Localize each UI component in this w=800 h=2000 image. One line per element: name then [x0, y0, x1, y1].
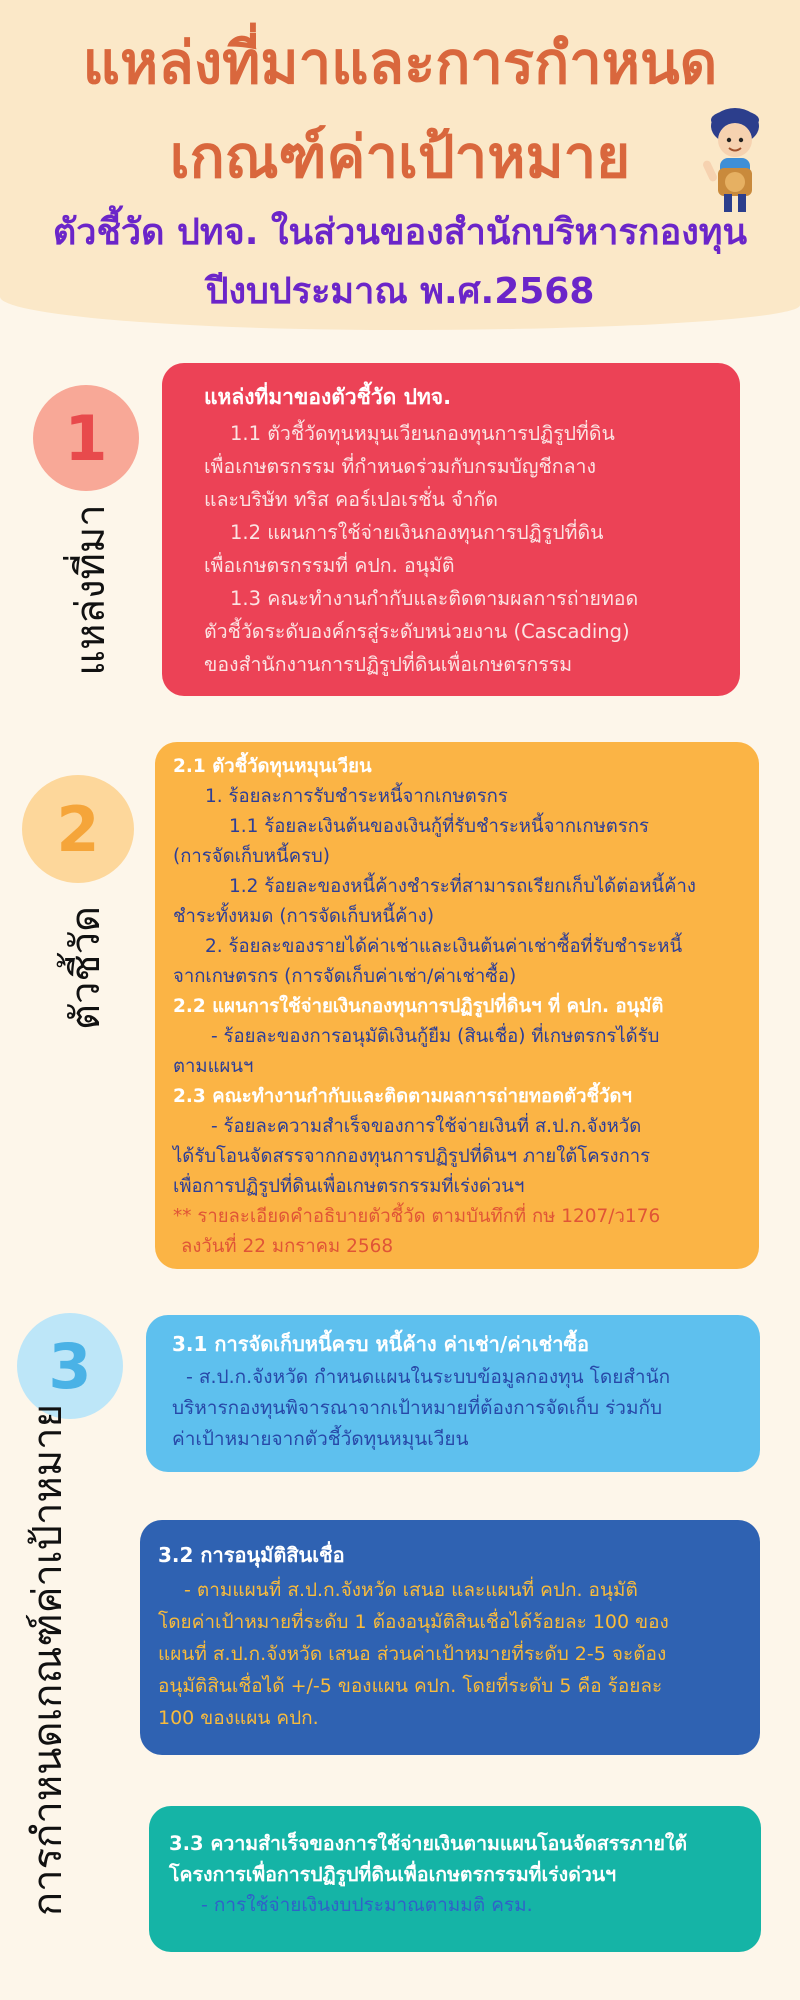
section-3-number-badge: 3 — [17, 1313, 123, 1419]
indicator-2-1-item-2-line-1: 2. ร้อยละของรายได้ค่าเช่าและเงินต้นค่าเช่าซื้อที่รับชำระหนี้ — [205, 936, 683, 957]
target-spending-card — [149, 1806, 761, 1952]
mascot-illustration — [700, 98, 770, 216]
indicator-2-3-heading: 2.3 คณะทำงานกำกับและติดตามผลการถ่ายทอดตัวชี้วัดฯ — [173, 1086, 632, 1107]
target-credit-card — [140, 1520, 760, 1755]
target-3-3-heading-line-1: 3.3 ความสำเร็จของการใช้จ่ายเงินตามแผนโอนจัดสรรภายใต้ — [169, 1832, 688, 1855]
target-3-1-line-2: บริหารกองทุนพิจารณาจากเป้าหมายที่ต้องการจัดเก็บ ร่วมกับ — [172, 1397, 663, 1419]
target-3-1-line-1: - ส.ป.ก.จังหวัด กำหนดแผนในระบบข้อมูลกองทุน โดยสำนัก — [186, 1366, 671, 1388]
indicator-2-3-line-1: - ร้อยละความสำเร็จของการใช้จ่ายเงินที่ ส.ป.ก.จังหวัด — [211, 1116, 642, 1137]
source-card-heading: แหล่งที่มาของตัวชี้วัด ปทจ. — [204, 385, 452, 409]
target-3-1-heading: 3.1 การจัดเก็บหนี้ครบ หนี้ค้าง ค่าเช่า/ค่าเช่าซื้อ — [172, 1332, 590, 1356]
indicator-note-line-2: ลงวันที่ 22 มกราคม 2568 — [181, 1236, 394, 1257]
indicator-2-2-line-2: ตามแผนฯ — [173, 1056, 254, 1077]
source-item-2-line-1: 1.2 แผนการใช้จ่ายเงินกองทุนการปฏิรูปที่ดิน — [230, 521, 604, 544]
section-1-vertical-label: แหล่งที่มา — [68, 504, 114, 676]
section-3-vertical-label: การกำหนดเกณฑ์ค่าเป้าหมาย — [25, 1403, 71, 1917]
page-subtitle-line-2: ปีงบประมาณ พ.ศ.2568 — [205, 271, 595, 312]
indicator-2-1-heading: 2.1 ตัวชี้วัดทุนหมุนเวียน — [173, 756, 372, 777]
target-3-2-line-5: 100 ของแผน คปก. — [158, 1707, 319, 1729]
target-3-1-line-3: ค่าเป้าหมายจากตัวชี้วัดทุนหมุนเวียน — [172, 1428, 469, 1450]
indicator-2-3-line-2: ได้รับโอนจัดสรรจากกองทุนการปฏิรูปที่ดินฯ ภายใต้โครงการ — [173, 1146, 651, 1167]
target-3-2-heading: 3.2 การอนุมัติสินเชื่อ — [158, 1543, 345, 1567]
target-collection-card — [146, 1315, 760, 1472]
target-3-2-line-2: โดยค่าเป้าหมายที่ระดับ 1 ต้องอนุมัติสินเชื่อได้ร้อยละ 100 ของ — [158, 1611, 669, 1633]
page-subtitle-line-1: ตัวชี้วัด ปทจ. ในส่วนของสำนักบริหารกองทุน — [52, 212, 748, 253]
page-title-line-1: แหล่งที่มาและการกำหนด — [82, 29, 718, 97]
indicator-2-1-item-2-line-2: จากเกษตรกร (การจัดเก็บค่าเช่า/ค่าเช่าซื้อ) — [173, 966, 517, 987]
indicator-2-1-item-1-1-line-2: (การจัดเก็บหนี้ครบ) — [173, 846, 330, 867]
page-title-line-2: เกณฑ์ค่าเป้าหมาย — [169, 123, 631, 191]
source-item-1-line-2: เพื่อเกษตรกรรม ที่กำหนดร่วมกับกรมบัญชีกลาง — [204, 455, 597, 478]
source-item-3-line-1: 1.3 คณะทำงานกำกับและติดตามผลการถ่ายทอด — [230, 587, 639, 610]
target-3-3-heading-line-2: โครงการเพื่อการปฏิรูปที่ดินเพื่อเกษตรกรรมที่เร่งด่วนฯ — [169, 1863, 617, 1886]
indicator-2-1-item-1-1-line-1: 1.1 ร้อยละเงินต้นของเงินกู้ที่รับชำระหนี้จากเกษตรกร — [229, 816, 649, 837]
target-3-2-line-3: แผนที่ ส.ป.ก.จังหวัด เสนอ ส่วนค่าเป้าหมายที่ระดับ 2-5 จะต้อง — [158, 1643, 667, 1665]
indicator-2-2-line-1: - ร้อยละของการอนุมัติเงินกู้ยืม (สินเชื่อ) ที่เกษตรกรได้รับ — [211, 1026, 660, 1047]
source-item-3-line-3: ของสำนักงานการปฏิรูปที่ดินเพื่อเกษตรกรรม — [204, 653, 573, 676]
section-2-number-badge: 2 — [22, 775, 134, 883]
indicator-2-1-item-1: 1. ร้อยละการรับชำระหนี้จากเกษตรกร — [205, 786, 508, 807]
target-3-3-line-1: - การใช้จ่ายเงินงบประมาณตามมติ ครม. — [201, 1894, 533, 1916]
indicator-2-2-heading: 2.2 แผนการใช้จ่ายเงินกองทุนการปฏิรูปที่ดินฯ ที่ คปก. อนุมัติ — [173, 996, 664, 1017]
target-3-2-line-4: อนุมัติสินเชื่อได้ +/-5 ของแผน คปก. โดยที่ระดับ 5 คือ ร้อยละ — [158, 1675, 663, 1697]
source-item-1-line-3: และบริษัท ทริส คอร์เปอเรชั่น จำกัด — [204, 488, 498, 511]
source-item-3-line-2: ตัวชี้วัดระดับองค์กรสู่ระดับหน่วยงาน (Cascading) — [204, 620, 630, 643]
indicator-2-3-line-3: เพื่อการปฏิรูปที่ดินเพื่อเกษตรกรรมที่เร่งด่วนฯ — [173, 1176, 525, 1197]
indicator-note-line-1: ** รายละเอียดคำอธิบายตัวชี้วัด ตามบันทึกที่ กษ 1207/ว176 — [173, 1206, 661, 1227]
section-2-vertical-label: ตัวชี้วัด — [63, 905, 109, 1031]
source-item-2-line-2: เพื่อเกษตรกรรมที่ คปก. อนุมัติ — [204, 554, 455, 577]
source-item-1-line-1: 1.1 ตัวชี้วัดทุนหมุนเวียนกองทุนการปฏิรูปที่ดิน — [230, 422, 615, 445]
indicator-2-1-item-1-2-line-2: ชำระทั้งหมด (การจัดเก็บหนี้ค้าง) — [173, 906, 435, 927]
indicator-2-1-item-1-2-line-1: 1.2 ร้อยละของหนี้ค้างชำระที่สามารถเรียกเก็บได้ต่อหนี้ค้าง — [229, 876, 696, 897]
section-1-number-badge: 1 — [33, 385, 139, 491]
indicator-card — [155, 742, 759, 1269]
target-3-2-line-1: - ตามแผนที่ ส.ป.ก.จังหวัด เสนอ และแผนที่ คปก. อนุมัติ — [184, 1579, 638, 1601]
source-card — [162, 363, 740, 696]
